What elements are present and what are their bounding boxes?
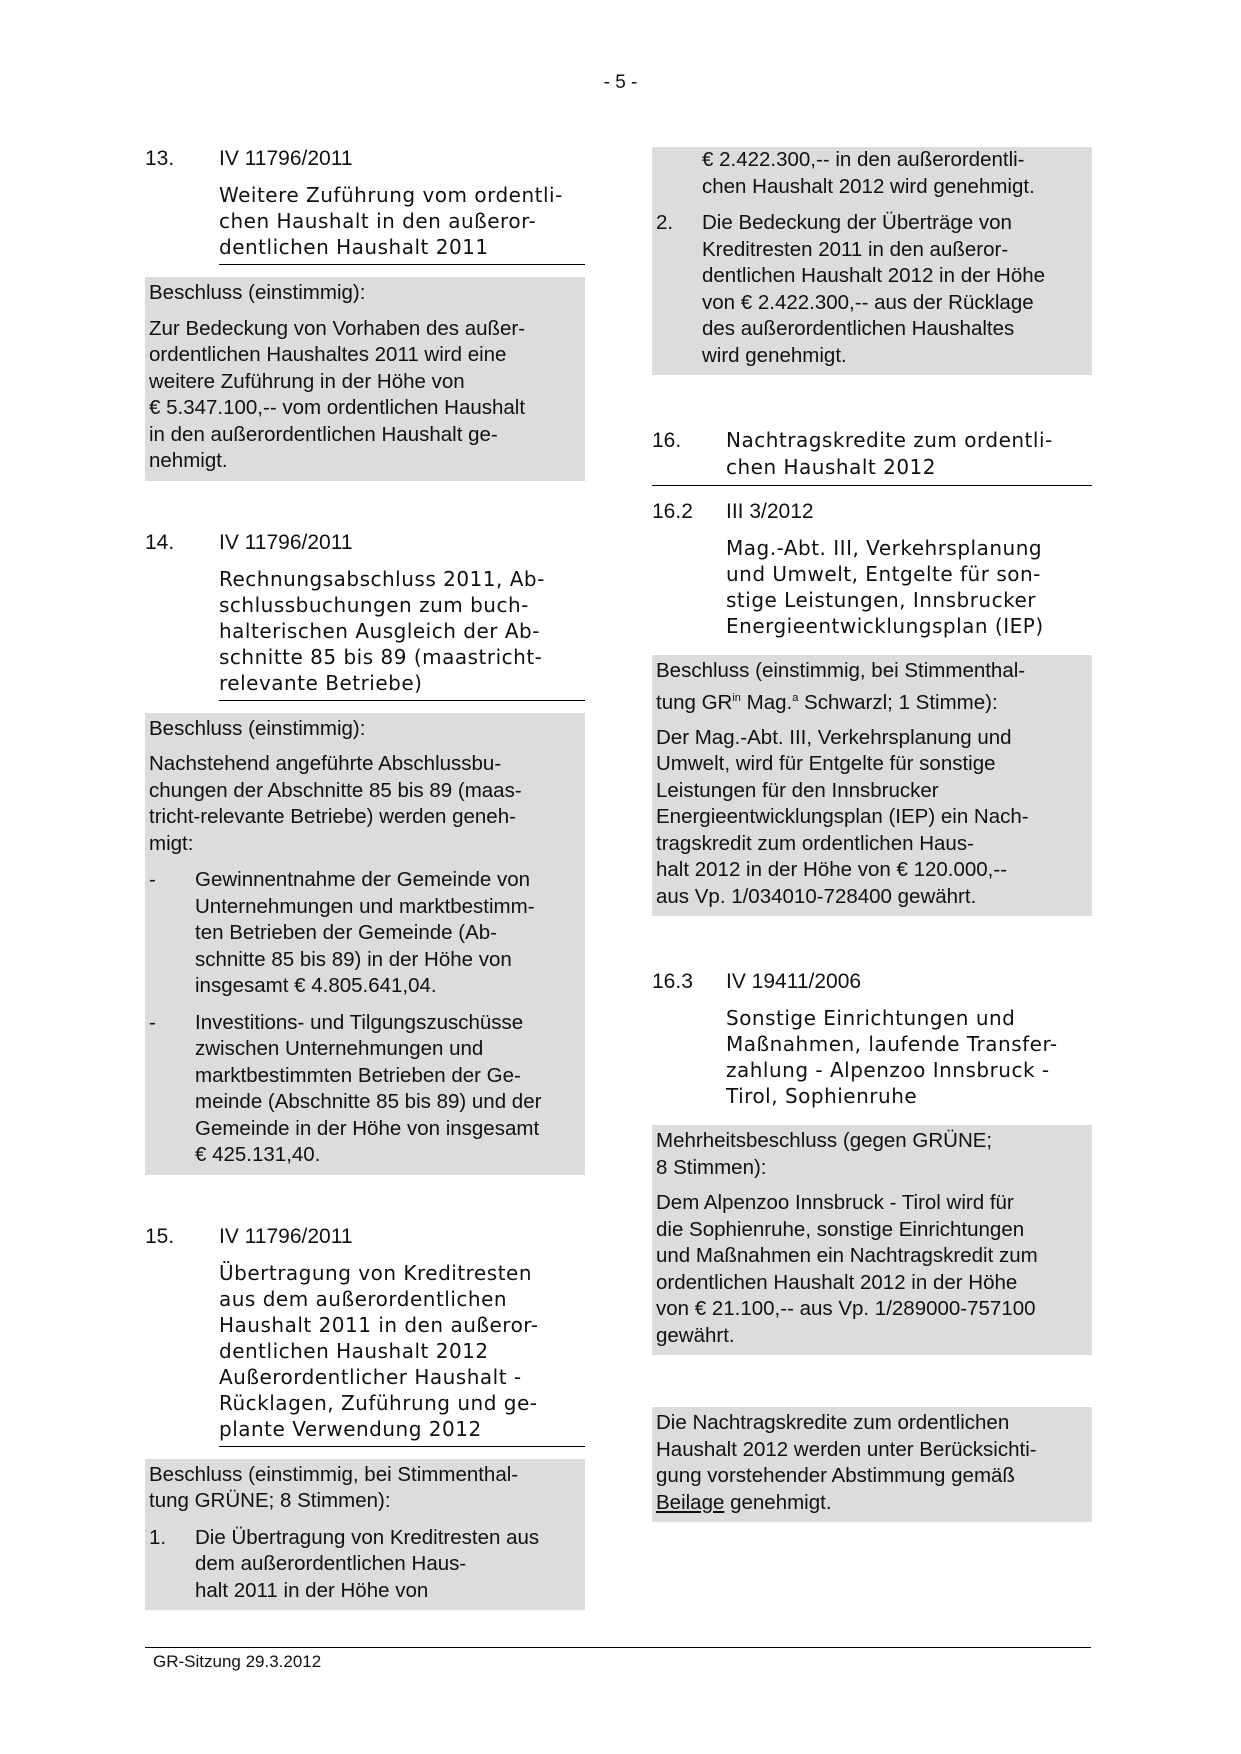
item-15-subject: Übertragung von Kreditresten aus dem außerordentlichen Haushalt 2011 in den außeror- dentlichen Haushalt 2012 Außerordentlicher Haushalt - Rücklagen, Zuführung und ge- plante Verwendung 2012 — [219, 1260, 585, 1447]
item-16-2-header — [652, 498, 1092, 525]
footer-divider — [145, 1647, 1091, 1648]
list-item: € 2.422.300,-- in den außerordentli- chen Haushalt 2012 wird genehmigt. — [702, 148, 1035, 198]
item-15 — [145, 1223, 585, 1611]
list-item: 2. Die Bedeckung der Überträge von Kreditresten 2011 in den außeror- dentlichen Haushalt 2012 in der Höhe von € 2.422.300,-- aus der Rücklage des außerordentlichen Haushaltes wird genehmigt. — [656, 211, 1046, 367]
item-number: 13. — [145, 147, 175, 170]
item-13-subject: Weitere Zuführung vom ordentli- chen Haushalt in den außeror- dentlichen Haushalt 2011 — [219, 182, 585, 265]
item-13-header — [145, 145, 585, 172]
list-item: 1. Die Übertragung von Kreditresten aus dem außerordentlichen Haus- halt 2011 in der Höhe von — [149, 1525, 540, 1602]
item-15-header — [145, 1223, 585, 1250]
item-15-decision-continued — [652, 147, 1092, 375]
item-14 — [145, 529, 585, 1175]
item-16-2-subject: Mag.-Abt. III, Verkehrsplanung und Umwelt, Entgelte für son- stige Leistungen, Innsbrucker Energieentwicklungsplan (IEP) — [726, 536, 1044, 638]
item-13-decision: Beschluss (einstimmig): Zur Bedeckung von Vorhaben des außer- ordentlichen Haushaltes 2011 wird eine weitere Zuführung in der Höhe von € 5.347.100,-- vom ordentlichen Haushalt in den außerordentlichen Haushalt ge- nehmigt. — [145, 277, 585, 481]
reference-number: IV 11796/2011 — [219, 530, 353, 554]
item-14-subject: Rechnungsabschluss 2011, Ab- schlussbuchungen zum buch- halterischen Ausgleich der Ab- schnitte 85 bis 89 (maastricht- relevante Betriebe) — [219, 566, 585, 701]
left-column — [145, 145, 585, 1610]
item-16-3-decision: Mehrheitsbeschluss (gegen GRÜNE; 8 Stimmen): Dem Alpenzoo Innsbruck - Tirol wird für die Sophienruhe, sonstige Einrichtungen und Maßnahmen ein Nachtragskredit zum ordentlichen Haushalt 2012 in der Höhe von € 21.100,-- aus Vp. 1/289000-757100 gewährt. — [652, 1125, 1092, 1355]
item-number: 16.3 — [652, 970, 693, 994]
item-16-header: 16. Nachtragskredite zum ordentli- chen Haushalt 2012 — [652, 427, 1092, 486]
item-number: 16.2 — [652, 500, 693, 523]
decision-head: Beschluss (einstimmig, bei Stimmenthal- — [149, 1462, 519, 1486]
reference-number: IV 19411/2006 — [726, 970, 862, 994]
list-item: - Gewinnentnahme der Gemeinde von Unternehmungen und marktbestimm- ten Betrieben der Gemeinde (Ab- schnitte 85 bis 89) in der Höhe von insgesamt € 4.805.641,04. — [149, 868, 535, 997]
decision-head: Beschluss (einstimmig): — [149, 716, 366, 740]
item-number: 14. — [145, 530, 175, 554]
item-16-2-decision: Beschluss (einstimmig, bei Stimmenthal- tung $GR^{in}$ Mag.$^a$ Schwarzl; 1 Stimme): Der Mag.-Abt. III, Verkehrsplanung und Umwelt, wird für Entgelte für sonstige Leistungen für den Innsbrucker Energieentwicklungsplan (IEP) ein Nach- tragskredit zum ordentlichen Haus- halt 2012 in der Höhe von € 120.000,-- aus Vp. 1/034010-728400 gewährt. — [652, 655, 1092, 916]
item-14-decision: Beschluss (einstimmig): Nachstehend angeführte Abschlussbu- chungen der Abschnitte 85 bis 89 (maas- tricht-relevante Betriebe) werden geneh- migt: - Gewinnentnahme der Gemeinde von Unternehmungen und marktbestimm- ten Betrieben der Gemeinde (Ab- schnitte 85 bis 89) in der Höhe von insgesamt € 4.805.641,04. - Investitions- und Tilgungszuschüsse zwischen Unternehmungen und marktbestimmten Betrieben der Ge- meinde (Abschnitte 85 bis 89) und der Gemeinde in der Höhe von insgesamt € 425.131,40. — [145, 713, 585, 1175]
decision-head: Beschluss (einstimmig): — [149, 281, 366, 304]
item-15-decision: Beschluss (einstimmig, bei Stimmenthal- tung GRÜNE; 8 Stimmen): 1. Die Übertragung von Kreditresten aus dem außerordentlichen Haus- halt 2011 in der Höhe von — [145, 1459, 585, 1611]
reference-number: IV 11796/2011 — [219, 147, 353, 170]
item-number: 15. — [145, 1224, 175, 1248]
decision-head: Beschluss (einstimmig, bei Stimmenthal- — [656, 659, 1026, 682]
footer-text: GR-Sitzung 29.3.2012 — [153, 1652, 322, 1671]
item-16-3-header — [652, 968, 1092, 995]
item-14-header — [145, 529, 585, 556]
decision-head: Mehrheitsbeschluss (gegen GRÜNE; — [656, 1129, 993, 1153]
page-number: - 5 - — [603, 72, 638, 93]
reference-number: III 3/2012 — [726, 500, 814, 523]
item-13 — [145, 145, 585, 481]
beilage-link[interactable]: Beilage — [656, 1490, 725, 1514]
reference-number: IV 11796/2011 — [219, 1224, 353, 1248]
summary-box: Die Nachtragskredite zum ordentlichen Haushalt 2012 werden unter Berücksichti- gung vorstehender Abstimmung gemäß Beilage genehmigt. — [652, 1407, 1092, 1522]
item-16-3 — [652, 968, 1092, 1355]
item-16 — [652, 427, 1092, 486]
item-16-2 — [652, 498, 1092, 916]
right-column — [652, 147, 1092, 1522]
item-number: 16. — [652, 429, 682, 452]
list-item: - Investitions- und Tilgungszuschüsse zwischen Unternehmungen und marktbestimmten Betrieben der Ge- meinde (Abschnitte 85 bis 89) und der Gemeinde in der Höhe von insgesamt € 425.131,40. — [149, 1010, 542, 1166]
item-16-3-subject: Sonstige Einrichtungen und Maßnahmen, laufende Transfer- zahlung - Alpenzoo Innsbruck - Tirol, Sophienruhe — [726, 1006, 1058, 1109]
